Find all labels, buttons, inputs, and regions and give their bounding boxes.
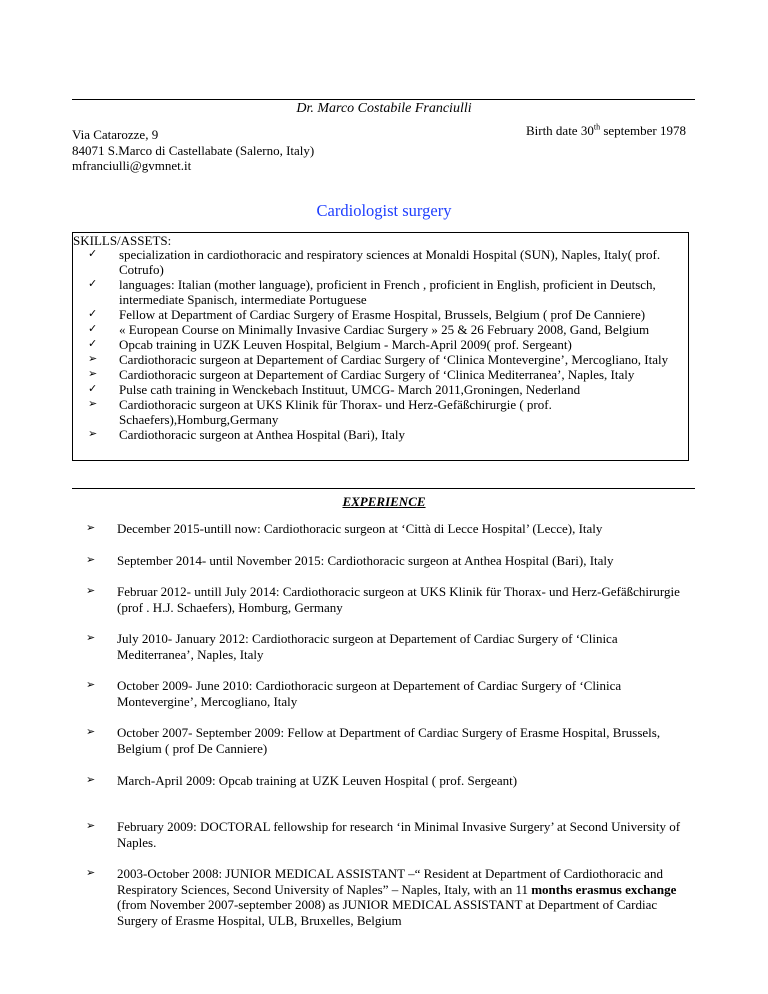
- experience-item: [86, 866, 686, 928]
- checkmark-icon: ✓: [88, 383, 98, 395]
- experience-item: [86, 725, 686, 756]
- birth-date-ordinal: th: [593, 122, 601, 132]
- birth-date: [526, 123, 686, 139]
- experience-item: [86, 678, 686, 709]
- skill-text: Cardiothoracic surgeon at Departement of Cardiac Surgery of ‘Clinica Montevergine’, Mercogliano, Italy: [119, 352, 669, 367]
- birth-date-prefix: Birth date 30: [525, 123, 594, 138]
- address-line-1: Via Catarozze, 9: [72, 127, 159, 142]
- skill-text: Cardiothoracic surgeon at Anthea Hospital (Bari), Italy: [119, 427, 406, 442]
- arrow-bullet-icon: ➢: [86, 726, 96, 738]
- experience-text: [86, 866, 686, 928]
- experience-text: September 2014- until November 2015: Cardiothoracic surgeon at Anthea Hospital (Bari), Italy: [117, 553, 614, 568]
- arrow-bullet-icon: ➢: [86, 867, 96, 879]
- skill-text: « European Course on Minimally Invasive Cardiac Surgery » 25 & 26 February 2008, Gand, Belgium: [119, 322, 650, 337]
- arrow-bullet-icon: ➢: [86, 820, 96, 832]
- person-name: Dr. Marco Costabile Franciulli: [296, 101, 472, 116]
- experience-text-part: 2003-October 2008: JUNIOR MEDICAL ASSISTANT –“ Resident at Department of Cardiothoracic and Respiratory Sciences, Second University of Naples” – Naples, Italy, with an 11: [117, 866, 663, 897]
- arrow-bullet-icon: ➢: [86, 522, 96, 534]
- arrow-bullet-icon: ➢: [88, 428, 98, 440]
- job-role-title: Cardiologist surgery: [316, 201, 452, 220]
- arrow-bullet-icon: ➢: [86, 554, 96, 566]
- experience-rule: [72, 488, 695, 489]
- arrow-bullet-icon: ➢: [86, 679, 96, 691]
- experience-text: February 2009: DOCTORAL fellowship for research ‘in Minimal Invasive Surgery’ at Second University of Naples.: [117, 819, 681, 850]
- experience-item: [86, 553, 686, 569]
- experience-text: October 2007- September 2009: Fellow at Department of Cardiac Surgery of Erasme Hospital, Brussels, Belgium ( prof De Canniere): [117, 725, 661, 756]
- header-rule: [72, 99, 695, 100]
- arrow-bullet-icon: ➢: [88, 368, 98, 380]
- skill-text: languages: Italian (mother language), proficient in French , proficient in English, proficient in Deutsch, intermediate Spanisch, intermediate Portuguese: [119, 277, 656, 308]
- experience-text: October 2009- June 2010: Cardiothoracic surgeon at Departement of Cardiac Surgery of ‘Clinica Montevergine’, Mercogliano, Italy: [117, 678, 622, 709]
- arrow-bullet-icon: ➢: [88, 353, 98, 365]
- address-line-2: 84071 S.Marco di Castellabate (Salerno, Italy): [72, 142, 315, 158]
- experience-text-part: (from November 2007-september 2008) as JUNIOR MEDICAL ASSISTANT at Department of Cardiac Surgery of Erasme Hospital, ULB, Bruxelles, Belgium: [117, 897, 658, 928]
- skill-item: [88, 367, 680, 382]
- skill-item: [88, 382, 680, 397]
- experience-text: Februar 2012- untill July 2014: Cardiothoracic surgeon at UKS Klinik für Thorax- und Herz-Gefäßchirurgie (prof . H.J. Schaefers), Homburg, Germany: [117, 584, 680, 615]
- experience-item: [86, 631, 686, 662]
- checkmark-icon: ✓: [88, 308, 98, 320]
- experience-text-emphasis: months erasmus exchange: [531, 881, 677, 897]
- arrow-bullet-icon: ➢: [88, 398, 98, 410]
- experience-item: [86, 819, 686, 850]
- experience-text: March-April 2009: Opcab training at UZK Leuven Hospital ( prof. Sergeant): [117, 773, 518, 788]
- experience-text: July 2010- January 2012: Cardiothoracic surgeon at Departement of Cardiac Surgery of ‘Clinica Mediterranea’, Naples, Italy: [117, 631, 618, 662]
- skill-item: [88, 307, 680, 322]
- skill-text: Pulse cath training in Wenckebach Instituut, UMCG- March 2011,Groningen, Nederland: [119, 382, 581, 397]
- experience-item: [86, 584, 686, 615]
- experience-item: [86, 521, 686, 537]
- checkmark-icon: ✓: [88, 338, 98, 350]
- skill-item: [88, 352, 680, 367]
- skill-text: Fellow at Department of Cardiac Surgery of Erasme Hospital, Brussels, Belgium ( prof De Canniere): [119, 307, 646, 322]
- experience-text: December 2015-untill now: Cardiothoracic surgeon at ‘Città di Lecce Hospital’ (Lecce), Italy: [117, 521, 603, 536]
- skill-item: [88, 247, 680, 278]
- skill-text: Cardiothoracic surgeon at UKS Klinik für Thorax- und Herz-Gefäßchirurgie ( prof. Schaefers),Homburg,Germany: [119, 397, 552, 428]
- skill-text: specialization in cardiothoracic and respiratory sciences at Monaldi Hospital (SUN), Naples, Italy( prof. Cotrufo): [119, 247, 661, 278]
- checkmark-icon: ✓: [88, 248, 98, 260]
- address-block: [72, 127, 314, 174]
- skill-item: [88, 337, 680, 352]
- birth-date-suffix: september 1978: [600, 123, 686, 138]
- arrow-bullet-icon: ➢: [86, 632, 96, 644]
- checkmark-icon: ✓: [88, 278, 98, 290]
- arrow-bullet-icon: ➢: [86, 585, 96, 597]
- experience-title: EXPERIENCE: [342, 494, 426, 509]
- arrow-bullet-icon: ➢: [86, 774, 96, 786]
- skill-text: Opcab training in UZK Leuven Hospital, Belgium - March-April 2009( prof. Sergeant): [119, 337, 572, 352]
- skill-item: [88, 277, 680, 308]
- email-address: mfranciulli@gvmnet.it: [72, 158, 192, 173]
- skill-text: Cardiothoracic surgeon at Departement of Cardiac Surgery of ‘Clinica Mediterranea’, Naples, Italy: [119, 367, 635, 382]
- skill-item: [88, 427, 680, 442]
- skills-title: SKILLS/ASSETS:: [73, 233, 172, 248]
- skill-item: [88, 322, 680, 337]
- skill-item: [88, 397, 680, 428]
- checkmark-icon: ✓: [88, 323, 98, 335]
- experience-item: [86, 773, 686, 789]
